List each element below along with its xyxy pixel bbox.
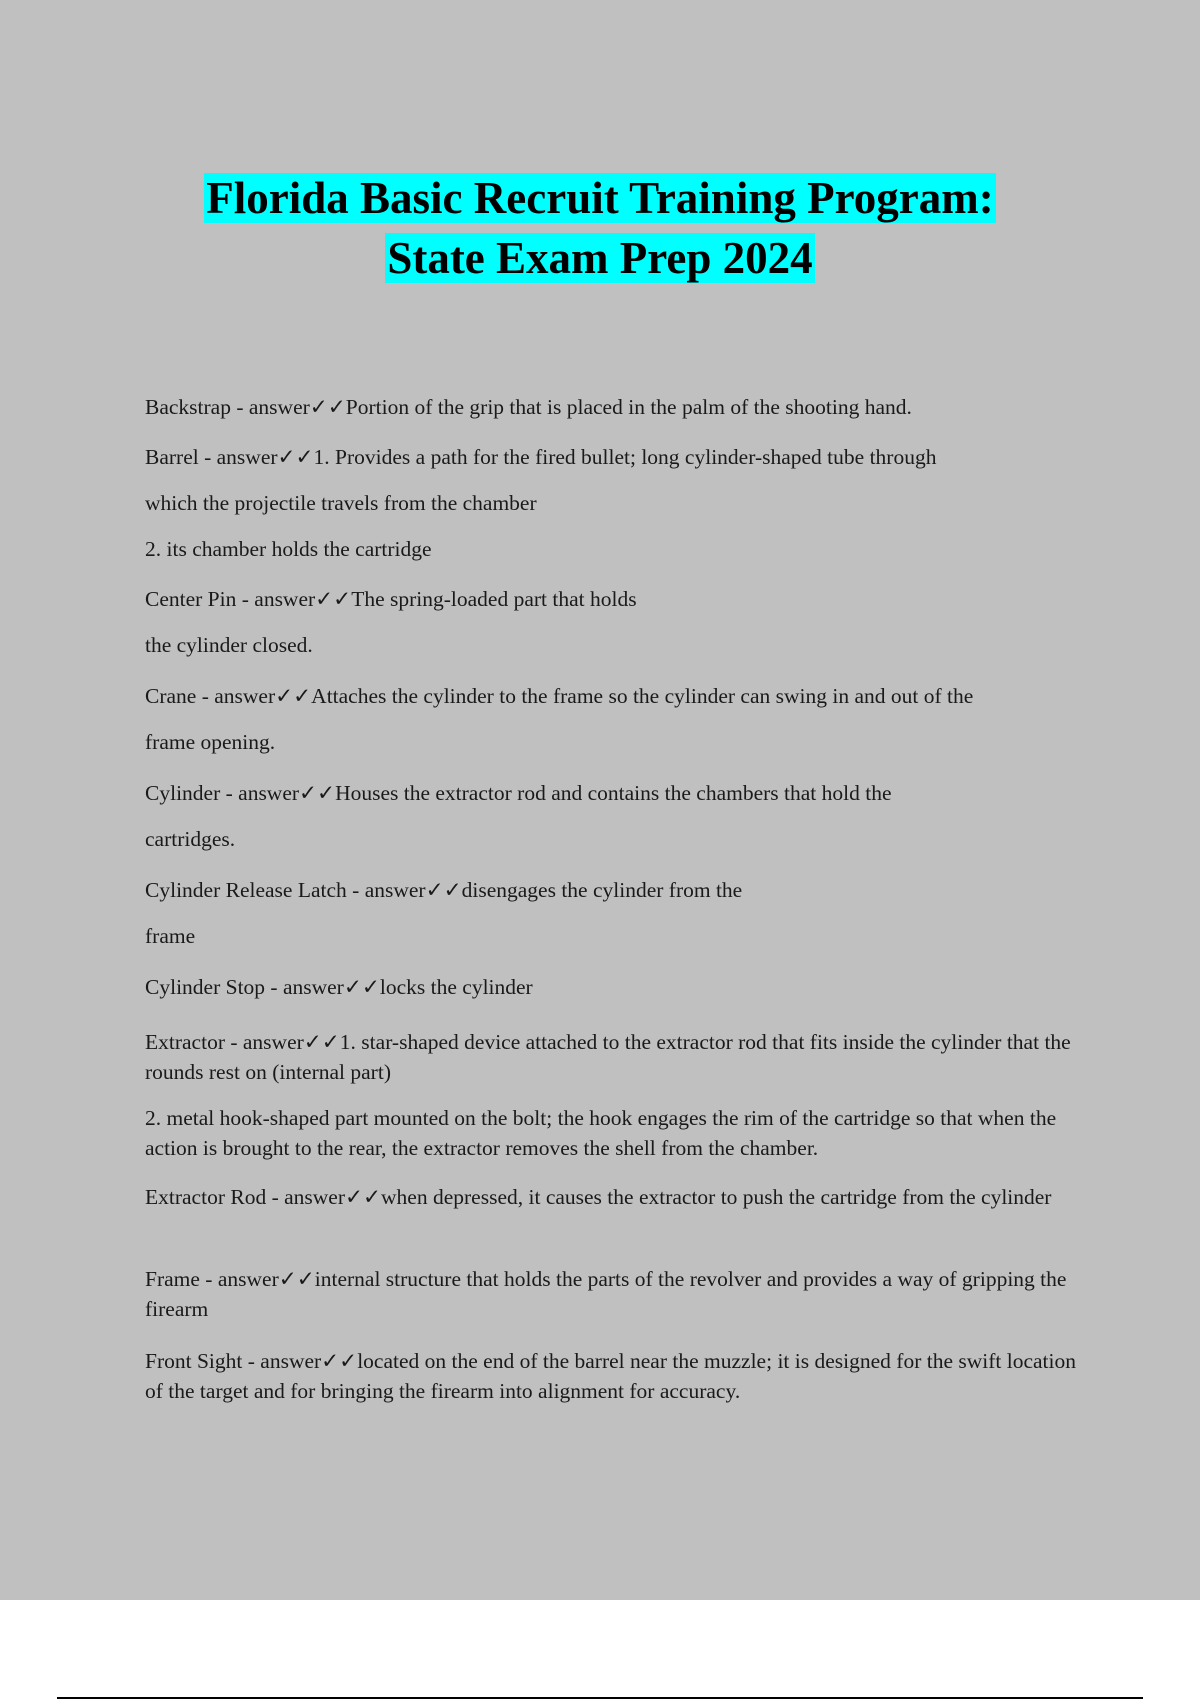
entry-extractor-rod: Extractor Rod - answer✓✓when depressed, it causes the extractor to push the cartridge from the cylinder [145, 1185, 1052, 1209]
entry-cylinder-stop: Cylinder Stop - answer✓✓locks the cylinder [145, 975, 533, 999]
entry-backstrap: Backstrap - answer✓✓Portion of the grip that is placed in the palm of the shooting hand. [145, 395, 912, 419]
title-line-1: Florida Basic Recruit Training Program: [206, 173, 994, 223]
entry-center-pin-cont: the cylinder closed. [145, 633, 313, 657]
entry-extractor: Extractor - answer✓✓1. star-shaped device attached to the extractor rod that fits inside the cylinder that the rounds rest on (internal part) [145, 1030, 1071, 1084]
entry-cylinder: Cylinder - answer✓✓Houses the extractor rod and contains the chambers that hold the [145, 781, 892, 805]
entry-front-sight: Front Sight - answer✓✓located on the end of the barrel near the muzzle; it is designed for the swift location of the target and for bringing the firearm into alignment for accuracy. [145, 1349, 1076, 1403]
page-title [0, 168, 1200, 288]
entry-crane-cont: frame opening. [145, 730, 276, 754]
entry-barrel-2: 2. its chamber holds the cartridge [145, 537, 432, 561]
entry-cylinder-release-latch-cont: frame [145, 924, 196, 948]
entry-frame: Frame - answer✓✓internal structure that holds the parts of the revolver and provides a way of gripping the firearm [145, 1267, 1067, 1321]
page-divider [57, 1697, 1143, 1699]
entry-cylinder-release-latch: Cylinder Release Latch - answer✓✓disengages the cylinder from the [145, 878, 743, 902]
entry-crane: Crane - answer✓✓Attaches the cylinder to the frame so the cylinder can swing in and out of the [145, 684, 974, 708]
entry-extractor-2: 2. metal hook-shaped part mounted on the bolt; the hook engages the rim of the cartridge so that when the action is brought to the rear, the extractor removes the shell from the chamber. [145, 1106, 1057, 1160]
entry-center-pin: Center Pin - answer✓✓The spring-loaded part that holds [145, 587, 637, 611]
entry-cylinder-cont: cartridges. [145, 827, 236, 851]
entry-barrel: Barrel - answer✓✓1. Provides a path for the fired bullet; long cylinder-shaped tube through [145, 445, 937, 469]
title-line-2: State Exam Prep 2024 [387, 233, 813, 283]
entry-barrel-cont: which the projectile travels from the chamber [145, 491, 537, 515]
